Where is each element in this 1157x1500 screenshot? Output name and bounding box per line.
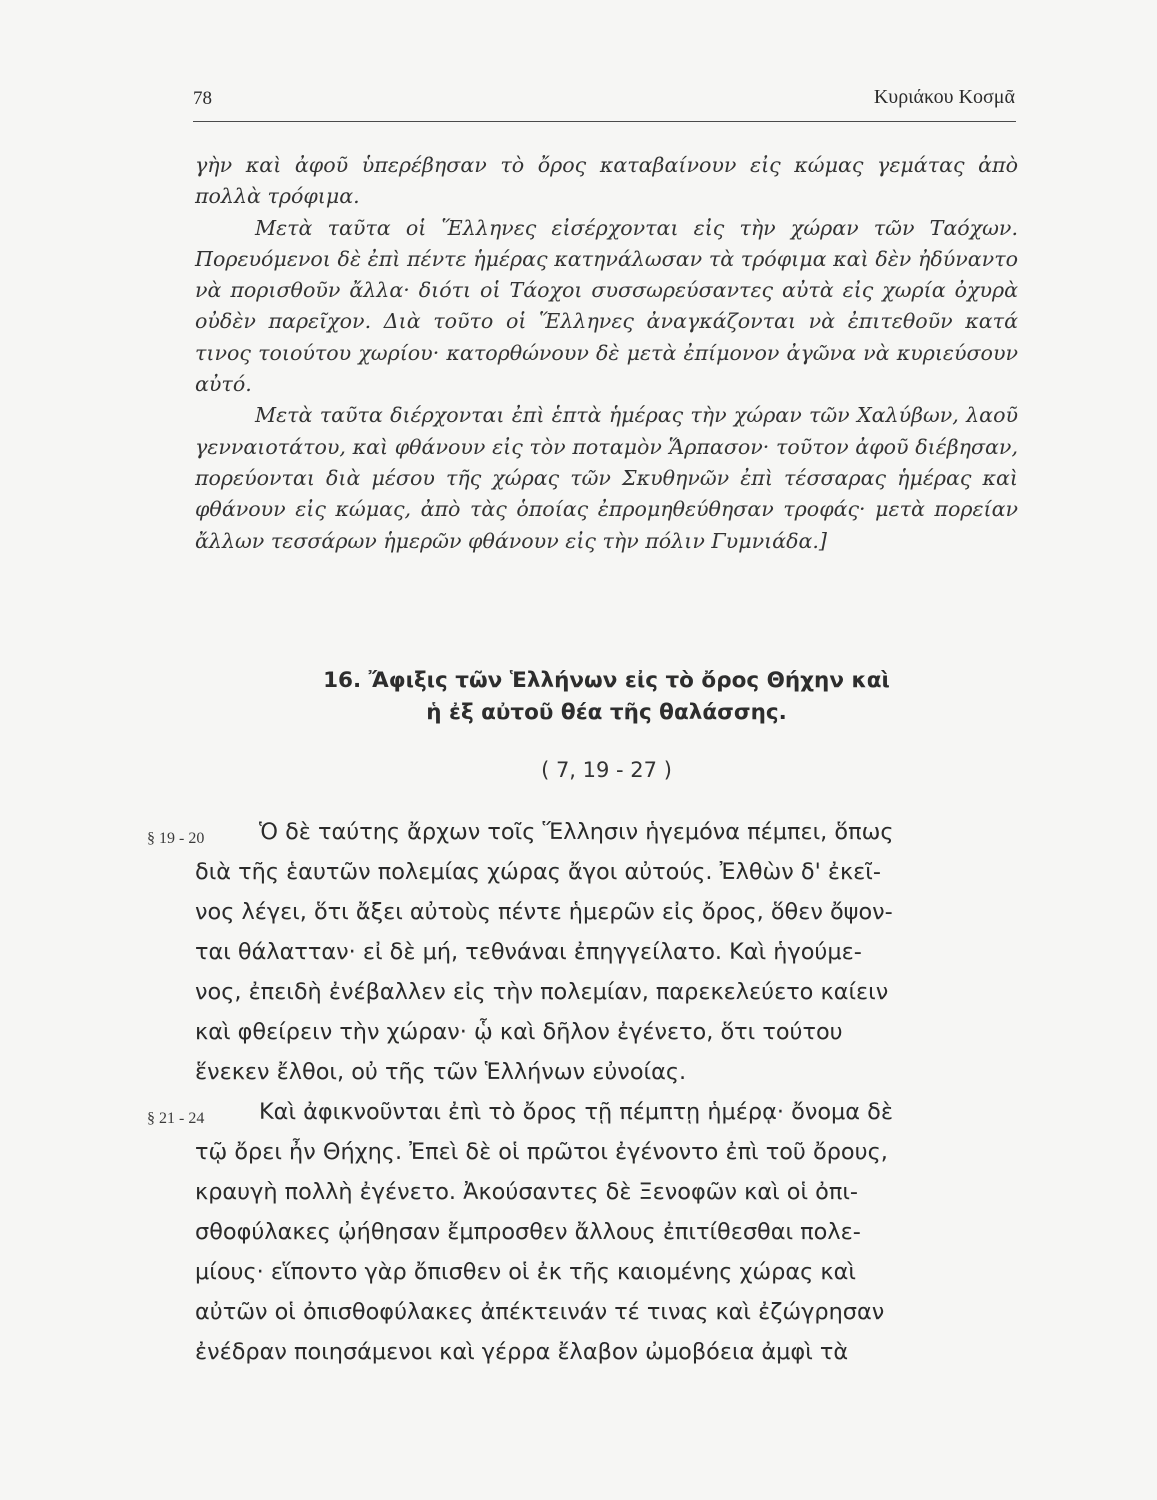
running-head: Κυριάκου Κοσμᾶ <box>873 86 1015 108</box>
greek-paragraph-2 <box>195 1092 1018 1372</box>
intro-summary <box>195 150 1018 557</box>
text-line: τῷ ὄρει ἦν Θήχης. Ἐπεὶ δὲ οἱ πρῶτοι ἐγένοντο ἐπὶ τοῦ ὄρους, <box>195 1139 888 1165</box>
section-title <box>195 665 1018 729</box>
margin-reference-2: § 21 - 24 <box>147 1110 205 1127</box>
intro-paragraph-1: γὴν καὶ ἀφοῦ ὑπερέβησαν τὸ ὄρος καταβαίνουν εἰς κώμας γεμάτας ἀπὸ πολλὰ τρόφιμα. <box>195 153 1018 209</box>
text-line: Καὶ ἀφικνοῦνται ἐπὶ τὸ ὄρος τῇ πέμπτῃ ἡμέρᾳ· ὄνομα δὲ <box>259 1099 893 1125</box>
text-line: νος λέγει, ὅτι ἄξει αὐτοὺς πέντε ἡμερῶν εἰς ὄρος, ὅθεν ὄψον- <box>195 899 893 925</box>
text-line: κραυγὴ πολλὴ ἐγένετο. Ἀκούσαντες δὲ Ξενοφῶν καὶ οἱ ὀπι- <box>195 1179 859 1205</box>
intro-paragraph-2: Μετὰ ταῦτα οἱ Ἕλληνες εἰσέρχονται εἰς τὴν χώραν τῶν Ταόχων. Πορευόμενοι δὲ ἐπὶ πέντε ἡμέρας κατηνάλωσαν τὰ τρόφιμα καὶ δὲν ἠδύναντο νὰ πορισθοῦν ἄλλα· διότι οἱ Τάοχοι συσσωρεύσαντες αὐτὰ εἰς χωρία ὀχυρὰ οὐδὲν παρεῖχον. Διὰ τοῦτο οἱ Ἕλληνες ἀναγκάζονται νὰ ἐπιτεθοῦν κατά τινος τοιούτου χωρίου· κατορθώνουν δὲ μετὰ ἐπίμονον ἀγῶνα νὰ κυριεύσουν αὐτό. <box>195 215 1018 397</box>
section-reference: ( 7, 19 - 27 ) <box>541 758 672 782</box>
text-line: αὐτῶν οἱ ὀπισθοφύλακες ἀπέκτεινάν τέ τινας καὶ ἐζώγρησαν <box>195 1299 885 1325</box>
margin-reference-1: § 19 - 20 <box>147 830 205 847</box>
text-line: ἐνέδραν ποιησάμενοι καὶ γέρρα ἔλαβον ὠμοβόεια ἀμφὶ τὰ <box>195 1339 849 1365</box>
section-title-line-2: ἡ ἐξ αὐτοῦ θέα τῆς θαλάσσης. <box>426 700 787 725</box>
text-line: καὶ φθείρειν τὴν χώραν· ᾧ καὶ δῆλον ἐγένετο, ὅτι τούτου <box>195 1019 843 1045</box>
text-line: νος, ἐπειδὴ ἐνέβαλλεν εἰς τὴν πολεμίαν, παρεκελεύετο καίειν <box>195 979 889 1005</box>
text-line: ἕνεκεν ἔλθοι, οὐ τῆς τῶν Ἑλλήνων εὐνοίας. <box>195 1059 687 1085</box>
text-line: σθοφύλακες ᾠήθησαν ἔμπροσθεν ἄλλους ἐπιτίθεσθαι πολε- <box>195 1219 861 1245</box>
intro-paragraph-3: Μετὰ ταῦτα διέρχονται ἐπὶ ἑπτὰ ἡμέρας τὴν χώραν τῶν Χαλύβων, λαοῦ γενναιοτάτου, καὶ φθάνουν εἰς τὸν ποταμὸν Ἅρπασον· τοῦτον ἀφοῦ διέβησαν, πορεύονται διὰ μέσου τῆς χώρας τῶν Σκυθηνῶν ἐπὶ τέσσαρας ἡμέρας καὶ φθάνουν εἰς κώμας, ἀπὸ τὰς ὁποίας ἐπρομηθεύθησαν τροφάς· μετὰ πορείαν ἄλλων τεσσάρων ἡμερῶν φθάνουν εἰς τὴν πόλιν Γυμνιάδα.] <box>195 403 1018 553</box>
text-line: μίους· εἵποντο γὰρ ὄπισθεν οἱ ἐκ τῆς καιομένης χώρας καὶ <box>195 1259 856 1285</box>
text-line: διὰ τῆς ἑαυτῶν πολεμίας χώρας ἄγοι αὐτούς. Ἐλθὼν δ' ἐκεῖ- <box>195 859 881 885</box>
text-line: ται θάλατταν· εἰ δὲ μή, τεθνάναι ἐπηγγείλατο. Καὶ ἡγούμε- <box>195 939 862 965</box>
page-number: 78 <box>193 88 212 109</box>
text-line: Ὁ δὲ ταύτης ἄρχων τοῖς Ἕλλησιν ἡγεμόνα πέμπει, ὅπως <box>259 819 894 845</box>
header-rule <box>193 121 1016 122</box>
greek-paragraph-1 <box>195 812 1018 1092</box>
section-title-line-1: 16. Ἄφιξις τῶν Ἑλλήνων εἰς τὸ ὄρος Θήχην καὶ <box>323 668 890 693</box>
